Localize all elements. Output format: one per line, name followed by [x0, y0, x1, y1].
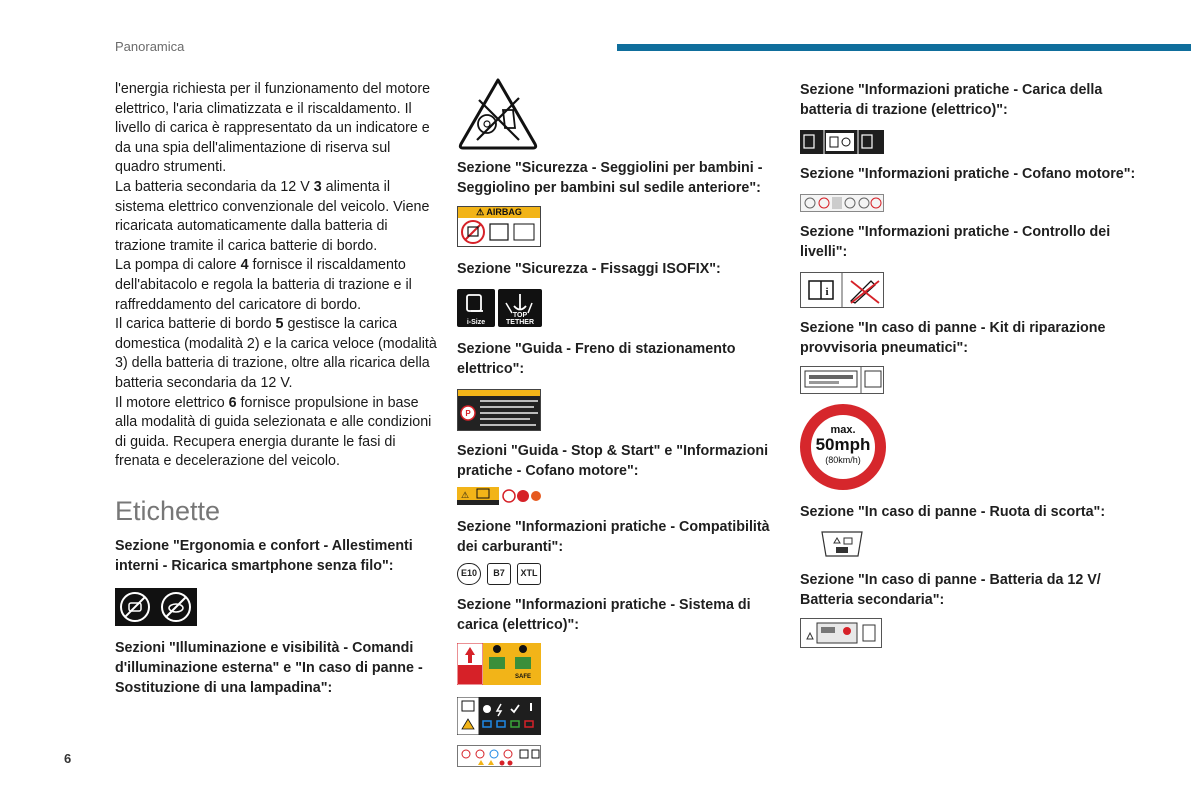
i-size-icon: i-Size: [457, 289, 495, 327]
header-accent-bar: [617, 44, 1191, 51]
section-title: Sezione "In caso di panne - Batteria da 12 V/ Batteria secondaria":: [800, 572, 1101, 608]
parking-brake-icon: [458, 396, 541, 430]
section-title: Sezione "In caso di panne - Ruota di scorta":: [800, 504, 1106, 520]
section-title: Sezione "Informazioni pratiche - Sistema di carica (elettrico)":: [457, 597, 751, 633]
section-title: Sezione "Sicurezza - Fissaggi ISOFIX":: [457, 261, 721, 277]
label-parking-brake: [457, 389, 541, 431]
section-title: Sezione "In caso di panne - Kit di riparazione provvisoria pneumatici":: [800, 320, 1106, 356]
paragraph: Il motore elettrico 6 fornisce propulsione in base alla modalità di guida selezionata e alle condizioni di guida. Recupera energia durante le fasi di frenata e decelerazione del veicolo.: [115, 394, 432, 470]
section-title: Sezione "Informazioni pratiche - Cofano motore":: [800, 166, 1136, 182]
section-title: Sezione "Sicurezza - Seggiolini per bambini - Seggiolino per bambini sul sedile anteriore":: [457, 160, 763, 196]
paragraph: La batteria secondaria da 12 V 3 alimenta il sistema elettrico convenzionale del veicolo. Viene ricaricata automaticamente dalla batteria di trazione tramite il carica batterie di bordo.: [115, 178, 430, 254]
section-heading-etichette: Etichette: [115, 495, 221, 526]
section-title: Sezioni "Illuminazione e visibilità - Comandi d'illuminazione esterna" e "In caso di panne - Sostituzione di una lampadina":: [115, 639, 423, 696]
column-1: [115, 80, 437, 698]
label-wireless-charging: [115, 588, 197, 626]
label-airbag: ⚠ AIRBAG: [457, 206, 541, 247]
column-2: [457, 76, 783, 767]
label-12v-battery: [800, 618, 882, 648]
svg-text:i: i: [825, 286, 829, 298]
section-title: Sezione "Ergonomia e confort - Allestimenti interni - Ricarica smartphone senza filo":: [115, 537, 413, 574]
label-safety-pictograms: [457, 745, 541, 767]
fuel-b7-badge: B7: [487, 563, 511, 585]
fuel-xtl-badge: XTL: [517, 563, 541, 585]
label-level-check: [800, 272, 884, 308]
paragraph: l'energia richiesta per il funzionamento del motore elettrico, l'aria climatizzata e il riscaldamento. Il livello di carica è rappresentato da un indicatore e da una spia dell'alimentazione di riserva sul quadro strumenti.: [115, 81, 431, 176]
no-rear-seat-icon: [458, 218, 541, 247]
svg-text:⚠: ⚠: [461, 490, 470, 500]
no-phone-icon: [115, 588, 197, 626]
section-title: Sezione "Guida - Freno di stazionamento elettrico":: [457, 341, 736, 377]
top-tether-icon: TOP TETHER: [498, 289, 542, 327]
label-charge-indicators: [457, 697, 541, 735]
svg-text:P: P: [465, 409, 471, 418]
column-3: [800, 80, 1140, 648]
section-title: Sezioni "Guida - Stop & Start" e "Informazioni pratiche - Cofano motore":: [457, 443, 769, 479]
page-header-title: Panoramica: [115, 39, 185, 54]
page-number: 6: [64, 751, 72, 766]
label-charging-system: SAFE: [457, 643, 541, 685]
body-text: [115, 80, 437, 472]
section-title: Sezione "Informazioni pratiche - Controllo dei livelli":: [800, 224, 1111, 260]
paragraph: La pompa di calore 4 fornisce il riscaldamento dell'abitacolo e regola la batteria di trazione e il raffreddamento del caricatore di bordo.: [115, 257, 412, 313]
section-title: Sezione "Informazioni pratiche - Compatibilità dei carburanti":: [457, 519, 770, 555]
child-seat-warning-triangle-icon: [457, 76, 539, 150]
label-traction-battery-charge: [800, 130, 884, 154]
label-spare-wheel: [818, 530, 866, 558]
label-tyre-repair-kit: [800, 366, 884, 394]
label-stop-start: [457, 487, 541, 505]
warning-triangle-icon: ⚠: [476, 207, 485, 217]
speed-limit-sign: max. 50mph (80km/h): [800, 404, 886, 490]
paragraph: Il carica batterie di bordo 5 gestisce la carica domestica (modalità 2) e la carica veloce (modalità 3) della batteria di trazione, oltre alla ricarica della batteria secondaria da 12 V.: [115, 316, 437, 391]
label-engine-bonnet: [800, 194, 884, 212]
label-fuel-compatibility: [457, 563, 783, 585]
label-isofix: [457, 289, 783, 327]
section-title: Sezione "Informazioni pratiche - Carica della batteria di trazione (elettrico)":: [800, 82, 1103, 118]
fuel-e10-badge: E10: [457, 563, 481, 585]
